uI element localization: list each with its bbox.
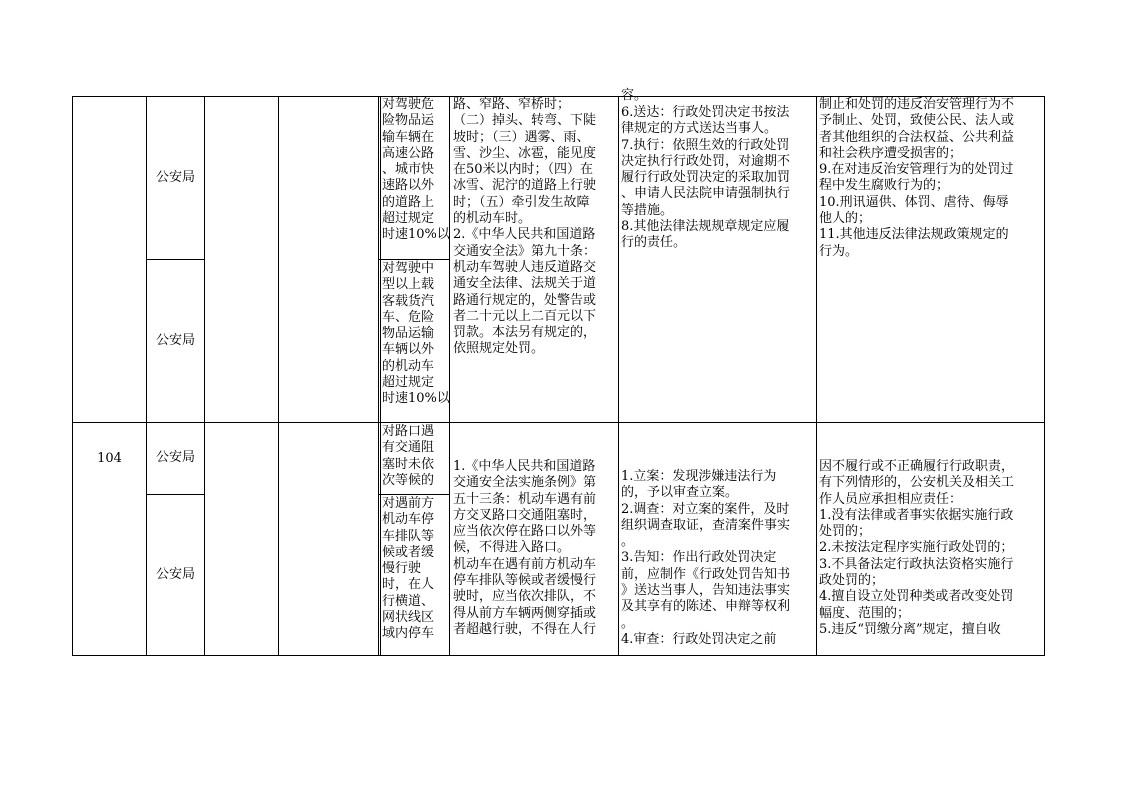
column-divider	[204, 97, 205, 655]
process-cell: 1.立案：发现涉嫌违法行为 的，予以审查立案。 2.调查：对立案的案件，及时 组织调查取证，查清案件事实 。 3.告知：作出行政处罚决定 前，应制作《行政处罚告知书 》送达当事人，告知违法事实 及其享有的陈述、申辩等权利 。 4.审查：行政处罚决定之前	[621, 469, 791, 647]
cut-off-text: 容。	[621, 88, 648, 103]
row-divider	[378, 259, 449, 260]
column-divider	[380, 97, 381, 655]
enforcement-table	[72, 88, 1045, 656]
row-divider	[378, 494, 449, 495]
row-number	[73, 97, 146, 422]
row-number: 104	[97, 450, 122, 466]
legal-basis-cell: 路、窄路、窄桥时； （二）掉头、转弯、下陡 坡时；（三）遇雾、雨、 雪、沙尘、冰雹，能见度 在50米以内时；（四）在 冰雪、泥泞的道路上行驶 时；（五）牵引发生故障 的机动车时。 2.《中华人民共和国道路 交通安全法》第九十条： 机动车驾驶人违反道路交 通安全法律、法规关于道 路通行规定的，处警告或 者二十元以上二百元以下 罚款。本法另有规定的， 依照规定处罚。	[453, 97, 597, 357]
item-cell: 对驾驶危 险物品运 输车辆在 高速公路 、城市快 速路以外 的道路上 超过规定 时速10%以	[382, 97, 450, 243]
item-cell: 对驾驶中 型以上载 客载货汽 车、危险 物品运输 车辆以外 的机动车 超过规定 时速10%以	[382, 261, 450, 407]
liability-cell: 因不履行或不正确履行行政职责， 有下列情形的，公安机关及相关工 作人员应承担相应责任： 1.没有法律或者事实依据实施行政 处罚的； 2.未按法定程序实施行政处罚的； 3.不具备法定行政执法资格实施行 政处罚的； 4.擅自设立处罚种类或者改变处罚 幅度、范围的； 5.违反“罚缴分离”规定，擅自收	[819, 459, 1015, 637]
column-divider	[378, 97, 379, 655]
liability-cell: 制止和处罚的违反治安管理行为不 予制止、处罚，致使公民、法人或 者其他组织的合法权益、公共利益 和社会秩序遭受损害的； 9.在对违反治安管理行为的处罚过 程中发生腐败行为的； 10.刑讯逼供、体罚、虐待、侮辱 他人的； 11.其他违反法律法规政策规定的 行为。	[819, 97, 1015, 259]
column-divider	[618, 97, 619, 655]
process-text: 6.送达：行政处罚决定书按法 律规定的方式送达当事人。 7.执行：依照生效的行政处罚 决定执行行政处罚，对逾期不 履行行政处罚决定的采取加罚 、申请人民法院申请强制执行 等措施。 8.其他法律法规规章规定应履 行的责任。	[621, 105, 791, 251]
process-cell	[621, 88, 815, 422]
department-cell: 公安局	[155, 567, 195, 583]
item-cell: 对路口遇 有交通阻 塞时未依 次等候的	[382, 424, 435, 488]
legal-basis-cell: 1.《中华人民共和国道路 交通安全法实施条例》第 五十三条：机动车遇有前 方交叉路口交通阻塞时， 应当依次停在路口以外等 候，不得进入路口。 机动车在遇有前方机动车 停车排队等候或者缓慢行 驶时，应当依次排队，不 得从前方车辆两侧穿插或 者超越行驶，不得在人行	[453, 459, 597, 637]
department-cell: 公安局	[155, 450, 195, 466]
column-divider	[278, 97, 279, 655]
item-cell: 对遇前方 机动车停 车排队等 候或者缓 慢行驶 时，在人 行横道、 网状线区 域内停车	[382, 496, 435, 642]
department-cell: 公安局	[155, 332, 195, 348]
department-cell: 公安局	[155, 169, 195, 185]
row-divider	[73, 422, 1044, 423]
column-divider	[816, 97, 817, 655]
column-divider	[449, 97, 450, 655]
